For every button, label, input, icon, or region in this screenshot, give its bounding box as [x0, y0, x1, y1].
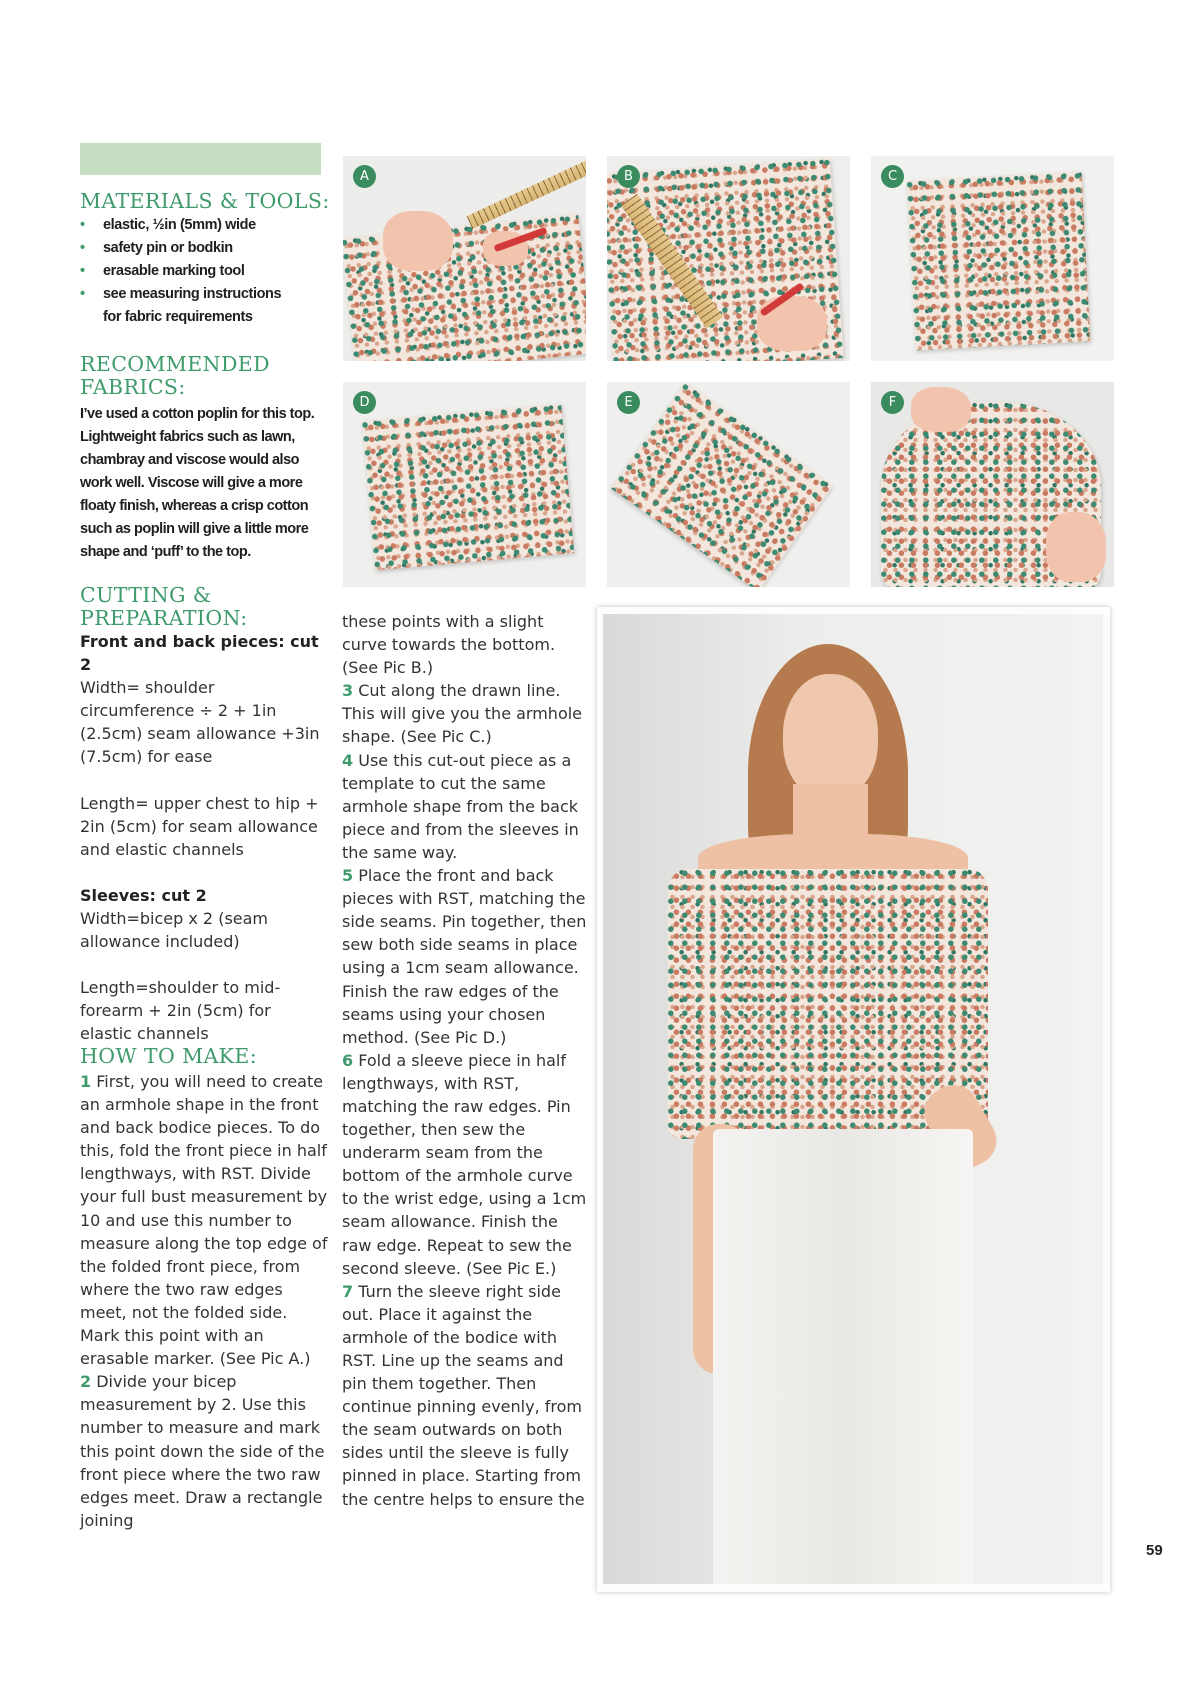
photo-label-b: B [617, 165, 640, 188]
model-photo [597, 607, 1110, 1592]
step-7: 7 Turn the sleeve right side out. Place it against the armhole of the bodice with RST. Line up the seams and pin them together. Then continue pinning evenly, from the seam outwards on both sides until the sleeve is fully pinned in place. Starting from the centre helps to ensure the [342, 1281, 585, 1509]
step-2-continued: these points with a slight curve towards the bottom. (See Pic B.) [342, 612, 556, 678]
step-photo-b [607, 156, 850, 361]
fabric-piece [343, 214, 586, 361]
list-item: • see measuring instructions for fabric requirements [80, 286, 282, 325]
step-3: 3 Cut along the drawn line. This will give you the armhole shape. (See Pic C.) [342, 681, 583, 747]
front-pieces-title: Front and back pieces: cut 2 [80, 632, 319, 675]
list-item: • erasable marking tool [80, 263, 245, 279]
materials-heading: MATERIALS & TOOLS: [80, 189, 330, 213]
fabrics-heading: RECOMMENDED FABRICS: [80, 352, 271, 399]
instructions-column-2 [342, 610, 590, 1511]
sleeves-title: Sleeves: cut 2 [80, 885, 207, 905]
hand [1046, 512, 1106, 582]
cutting-heading: CUTTING & PREPARATION: [80, 583, 248, 630]
fabric-piece [907, 172, 1091, 351]
page-number: 59 [1146, 1542, 1163, 1559]
materials-list [80, 214, 330, 329]
fabrics-text: I’ve used a cotton poplin for this top. Lightweight fabrics such as lawn, chambray and viscose would also work well. Viscose will give a more floaty finish, whereas a crisp cotton such as poplin will give a little more shape and ‘puff’ to the top. [80, 406, 315, 560]
face [783, 674, 878, 799]
photo-label-f: F [881, 391, 904, 414]
model-photo-image [603, 614, 1103, 1584]
photo-label-c: C [881, 165, 904, 188]
step-1: 1 First, you will need to create an armhole shape in the front and back bodice pieces. To do this, fold the front piece in half lengthways, with RST. Divide your full bust measurement by 10 and use this number to measure along the top edge of the folded front piece, from where the two raw edges meet, not the folded side. Mark this point with an erasable marker. (See Pic A.) [80, 1072, 328, 1369]
hand [911, 387, 971, 432]
step-photo-a [343, 156, 586, 361]
fabric-piece [362, 404, 574, 571]
photo-label-a: A [353, 165, 376, 188]
materials-section [80, 190, 330, 329]
step-2: 2 Divide your bicep measurement by 2. Use this number to measure and mark this point down the side of the front piece where the two raw edges meet. Draw a rectangle joining [80, 1372, 325, 1530]
list-item: • safety pin or bodkin [80, 240, 233, 256]
step-photo-e [607, 382, 850, 587]
step-photo-d [343, 382, 586, 587]
step-photo-f [871, 382, 1114, 587]
cutting-section [80, 584, 328, 1045]
sleeves-length: Length=shoulder to mid-forearm + 2in (5cm) for elastic channels [80, 978, 281, 1044]
fabric-piece [611, 382, 833, 587]
how-to-section [80, 1045, 328, 1532]
step-5: 5 Place the front and back pieces with RST, matching the side seams. Pin together, then sew both side seams in place using a 1cm seam allowance. Finish the raw edges of the seams using your chosen method. (See Pic D.) [342, 866, 587, 1047]
trousers [713, 1129, 973, 1584]
list-item: • elastic, ½in (5mm) wide [80, 217, 256, 233]
how-to-heading: HOW TO MAKE: [80, 1044, 258, 1068]
sleeves-width: Width=bicep x 2 (seam allowance included) [80, 908, 269, 952]
photo-label-e: E [617, 391, 640, 414]
fabrics-section [80, 353, 325, 564]
hand [383, 211, 453, 271]
step-6: 6 Fold a sleeve piece in half lengthways, with RST, matching the raw edges. Pin together, then sew the underarm seam from the bottom of the armhole curve to the wrist edge, using a 1cm seam allowance. Finish the raw edge. Repeat to sew the second sleeve. (See Pic E.) [342, 1050, 587, 1278]
step-photo-c [871, 156, 1114, 361]
step-4: 4 Use this cut-out piece as a template to cut the same armhole shape from the back piece and from the sleeves in the same way. [342, 750, 579, 862]
front-length: Length= upper chest to hip + 2in (5cm) for seam allowance and elastic channels [80, 793, 319, 859]
front-width: Width= shoulder circumference ÷ 2 + 1in (2.5cm) seam allowance +3in (7.5cm) for ease [80, 678, 320, 767]
photo-label-d: D [353, 391, 376, 414]
section-accent-bar [80, 143, 321, 175]
